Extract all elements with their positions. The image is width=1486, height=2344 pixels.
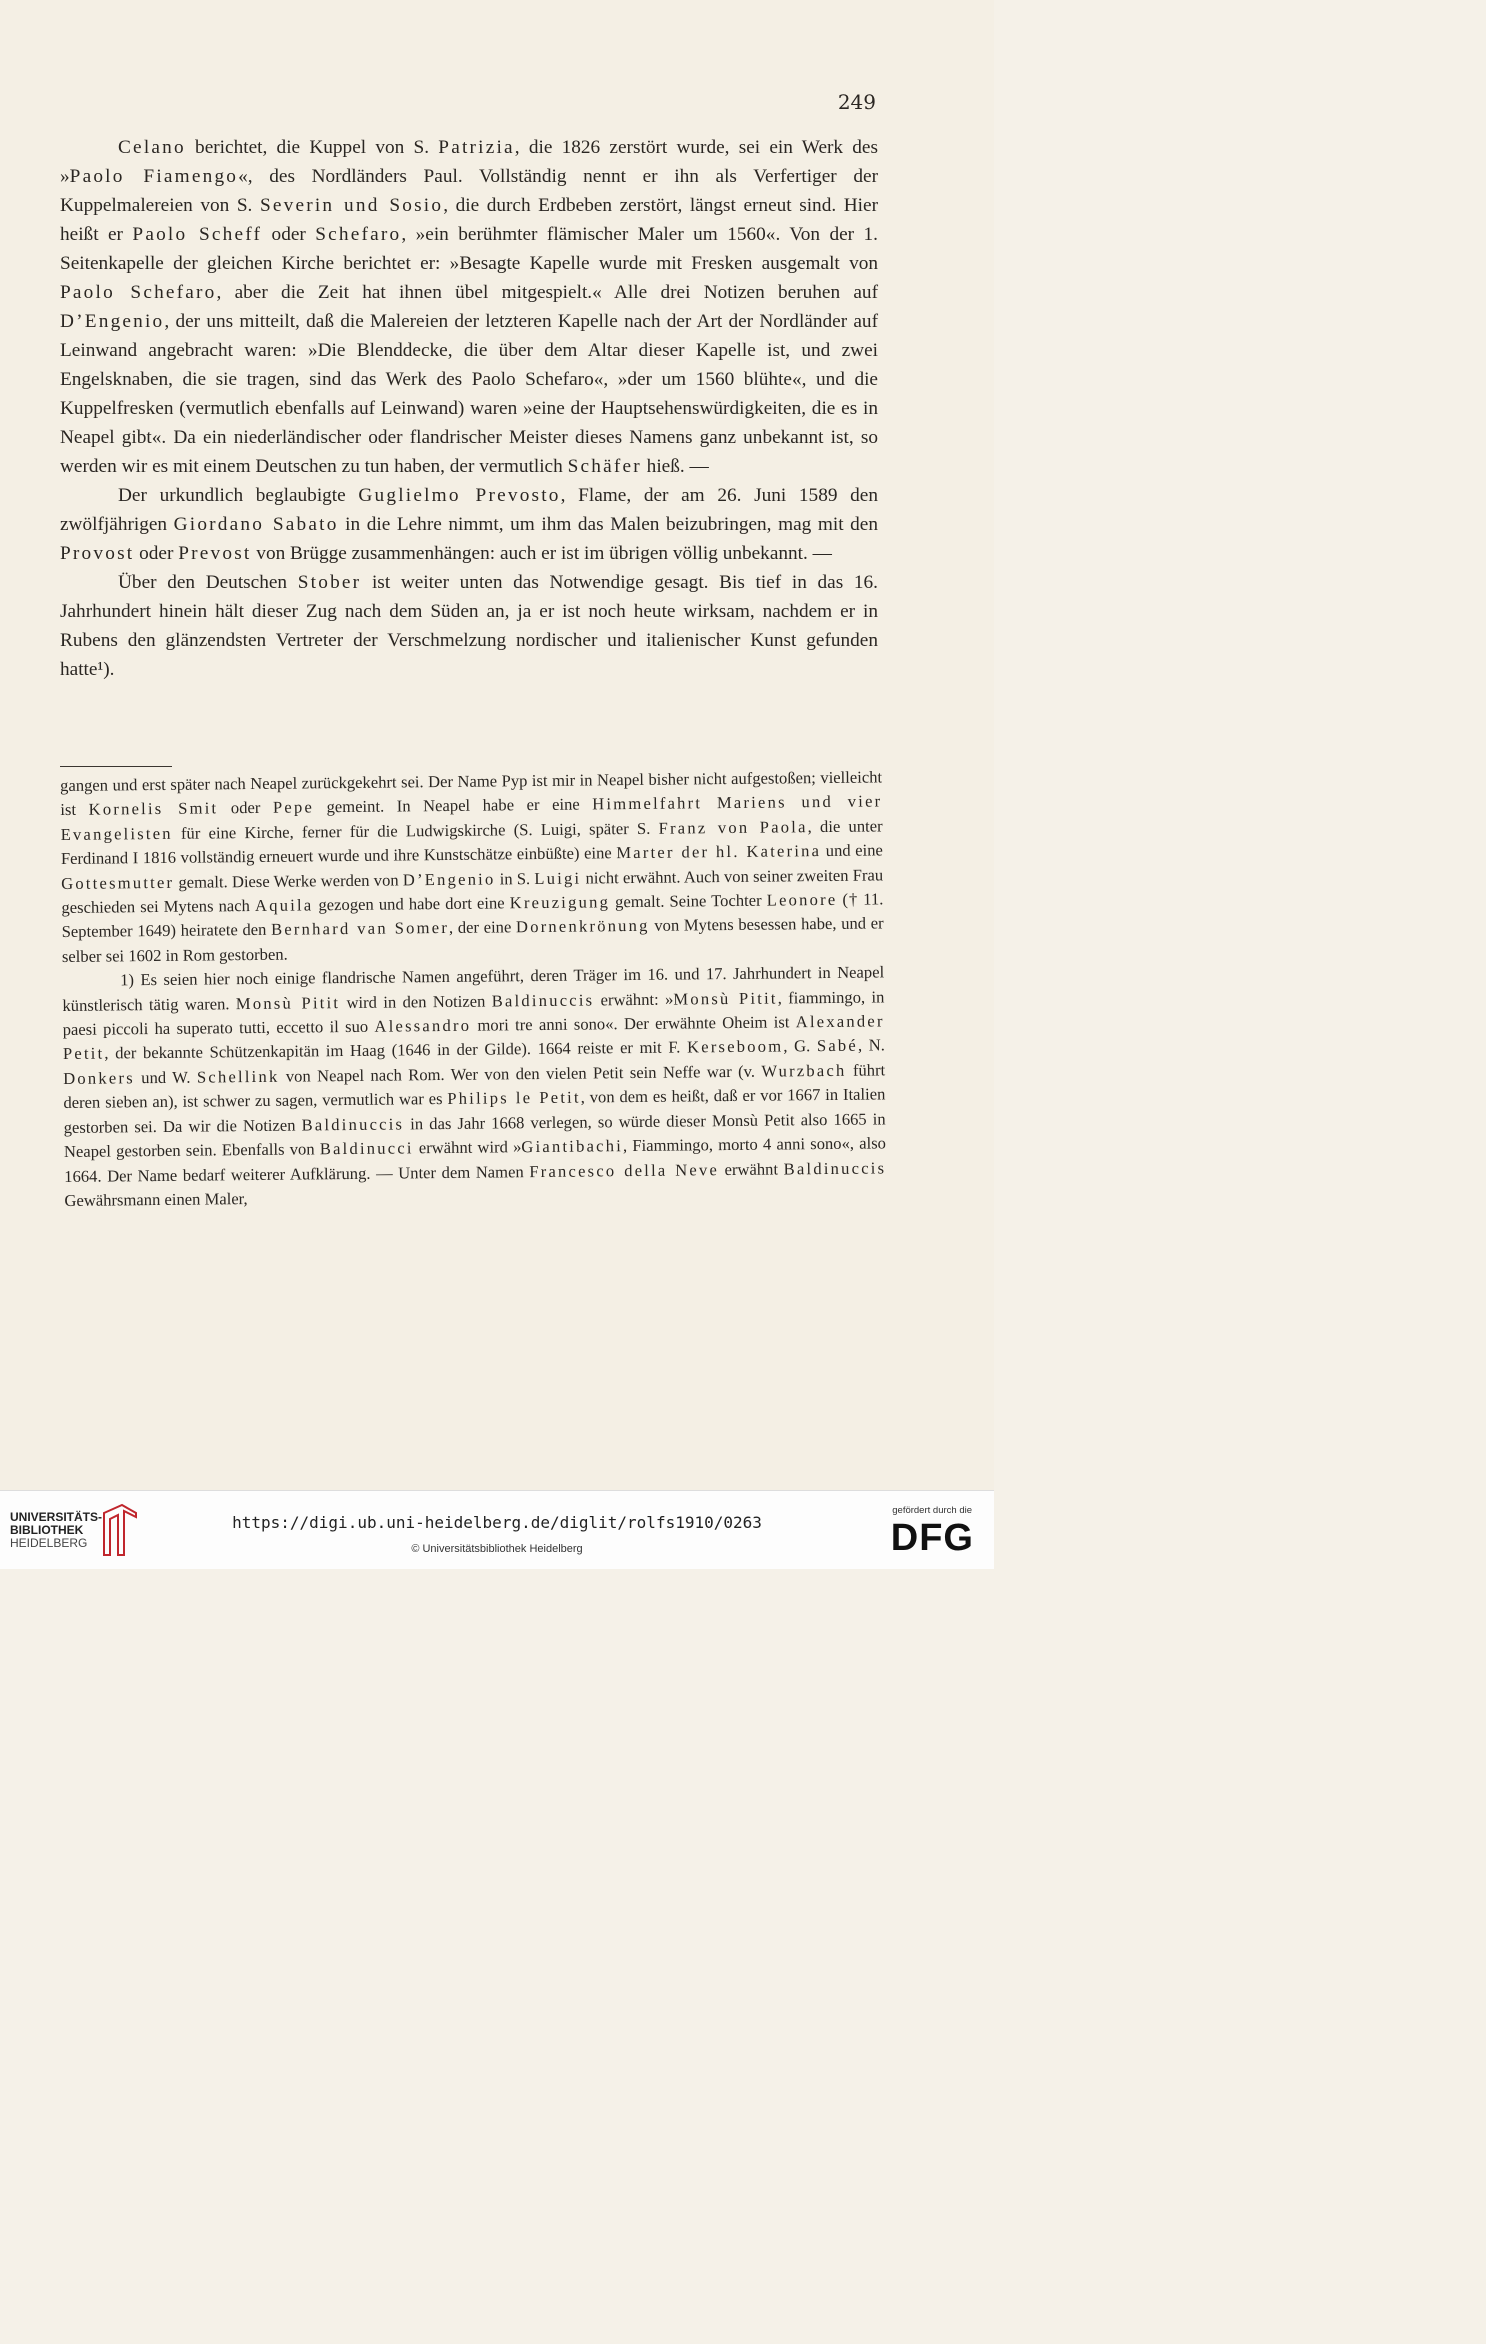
footnote-divider <box>60 766 172 767</box>
paragraph <box>60 568 878 684</box>
text-run: 1) Es seien hier noch einige flandrische Namen angeführt, deren Träger im 16. und 17. Jahrhundert in Neapel künstlerisch tätig waren. <box>62 962 885 1015</box>
page-number: 249 <box>837 90 876 114</box>
text-run: , die durch Erdbeben zerstört, längst erneut sind. Hier heißt er <box>60 195 878 245</box>
spaced-name: Celano <box>118 137 186 158</box>
spaced-name: Kornelis Smit <box>88 798 219 820</box>
text-run: in S. <box>495 868 535 889</box>
text-run: ist weiter unten das Notwendige gesagt. Bis tief in das 16. Jahrhundert hinein hält dieser Zug nach dem Süden an, ja er ist noch heute wirksam, nachdem er in Rubens den glänzendsten Vertreter der Verschmelzung nordischer und italienischer Kunst gefunden hatte¹). <box>60 572 878 680</box>
scanned-page <box>0 0 994 1490</box>
spaced-name: Marter der hl. Katerina <box>616 841 822 863</box>
text-run: hieß. — <box>641 456 709 477</box>
paragraph <box>60 481 878 568</box>
spaced-name: D’Engenio <box>60 311 165 332</box>
spaced-name: Gottesmutter <box>61 872 175 893</box>
text-run: in die Lehre nimmt, um ihm das Malen beizubringen, mag mit den <box>338 514 878 535</box>
text-run: erwähnt <box>718 1158 784 1179</box>
text-run: , der uns mitteilt, daß die Malereien der letzteren Kapelle nach der Art der Nordländer auf Leinwand angebracht waren: »Die Blenddecke, die über dem Altar dieser Kapelle ist, und zwei Engelsknaben, die sie tragen, sind das Werk des Paolo Schefaro«, »der um 1560 blühte«, und die Kuppelfresken (vermutlich ebenfalls auf Leinwand) waren »eine der Hauptsehenswürdigkeiten, die es in Neapel gibt«. Da ein niederländischer oder flandrischer Meister dieses Namens ganz unbekannt ist, so werden wir es mit einem Deutschen zu tun haben, der vermutlich <box>60 311 878 477</box>
spaced-name: Leonore <box>766 889 838 910</box>
spaced-name: Giordano Sabato <box>173 514 339 535</box>
text-run: Gewährsmann einen Maler, <box>64 1188 248 1210</box>
spaced-name: Monsù Pitit <box>673 988 778 1009</box>
spaced-name: Kreuzigung <box>509 892 611 913</box>
footnote-continued <box>60 765 884 969</box>
text-run: mori tre anni sono«. Der erwähnte Oheim ist <box>471 1012 796 1035</box>
text-run: oder <box>262 224 316 245</box>
spaced-name: Provost <box>60 543 135 564</box>
spaced-name: Wurzbach <box>761 1060 847 1081</box>
spaced-name: Francesco della Neve <box>529 1159 720 1181</box>
spaced-name: Franz von Paola <box>658 816 808 838</box>
text-run: († 11. September 1649) heiratete den <box>61 889 884 942</box>
spaced-name: Donkers <box>63 1068 135 1088</box>
text-run: , G. <box>783 1036 817 1056</box>
text-run: erwähnt: » <box>594 989 674 1010</box>
footnotes <box>60 765 887 1213</box>
text-run: , »ein berühmter flämischer Maler um 1560«. Von der 1. Seitenkapelle der gleichen Kirche berichtet er: »Besagte Kapelle wurde mit Fresken ausgemalt von <box>60 224 878 274</box>
spaced-name: Schäfer <box>567 456 642 477</box>
spaced-name: Prevost <box>178 543 252 564</box>
text-run: erwähnt wird » <box>413 1137 522 1158</box>
spaced-name: Monsù Pitit <box>235 992 341 1013</box>
text-run: , die unter Ferdinand I 1816 vollständig erneuert wurde und ihre Kunstschätze einbüßte) eine <box>60 816 883 869</box>
spaced-name: Himmelfahrt Mariens und vier Evangelisten <box>60 791 883 844</box>
spaced-name: Patrizia <box>438 137 515 158</box>
text-run: , N. <box>857 1035 885 1056</box>
text-run: gemalt. Diese Werke werden von <box>174 870 403 892</box>
text-run: , von dem es heißt, daß er vor 1667 in Italien gestorben sei. Da wir die Notizen <box>63 1084 886 1137</box>
spaced-name: Luigi <box>534 868 582 888</box>
spaced-name: Schellink <box>196 1066 280 1087</box>
text-run: Der urkundlich beglaubigte <box>118 485 359 506</box>
text-run: «, des Nordländers Paul. Vollständig nennt er ihn als Verfertiger der Kuppelmalereien von S. <box>60 166 879 216</box>
spaced-name: Sabé <box>816 1036 859 1056</box>
text-run: , Fiammingo, morto 4 anni sono«, also 1664. Der Name bedarf weiterer Aufklärung. — Unter dem Namen <box>64 1133 887 1186</box>
spaced-name: Baldinuccis <box>783 1157 887 1178</box>
spaced-name: Paolo Fiamengo <box>69 166 239 187</box>
main-text <box>60 133 878 684</box>
paragraph <box>60 133 878 481</box>
footnote-1 <box>62 961 887 1214</box>
text-run: gangen und erst später nach Neapel zurückgekehrt sei. Der Name Pyp ist mir in Neapel bisher nicht aufgestoßen; vielleicht ist <box>60 767 883 820</box>
spaced-name: Kerseboom <box>686 1036 784 1057</box>
spaced-name: Alexander Petit <box>62 1011 885 1064</box>
spaced-name: Paolo Scheff <box>132 224 263 245</box>
spaced-name: Dornenkrönung <box>515 916 650 937</box>
spaced-name: Pepe <box>272 797 315 818</box>
text-run: gemalt. Seine Tochter <box>609 890 767 912</box>
spaced-name: Aquila <box>254 895 314 915</box>
library-logo-text[interactable]: UNIVERSITÄTS- BIBLIOTHEK HEIDELBERG <box>10 1510 103 1550</box>
spaced-name: Baldinuccis <box>491 990 595 1011</box>
text-run: von Neapel nach Rom. Wer von den vielen Petit sein Neffe war (v. <box>279 1061 762 1086</box>
text-run: führt deren sieben an), ist schwer zu sagen, vermutlich war es <box>63 1060 886 1113</box>
spaced-name: Baldinucci <box>319 1138 414 1159</box>
text-run: oder <box>134 543 179 564</box>
spaced-name: Paolo Schefaro <box>60 282 217 303</box>
text-run: , aber die Zeit hat ihnen übel mitgespielt.« Alle drei Notizen beruhen auf <box>216 282 878 303</box>
copyright-notice: © Universitätsbibliothek Heidelberg <box>411 1543 583 1555</box>
text-run: , die 1826 zerstört wurde, sei ein Werk des » <box>60 137 878 187</box>
spaced-name: Guglielmo Prevosto <box>358 485 561 506</box>
spaced-name: D’Engenio <box>402 869 496 890</box>
text-run: von Mytens besessen habe, und er selber sei 1602 in Rom gestorben. <box>61 913 884 966</box>
spaced-name: Stober <box>297 572 362 593</box>
spaced-name: Alessandro <box>374 1015 472 1036</box>
spaced-name: Bernhard van Somer <box>270 918 450 940</box>
text-run: gemeint. In Neapel habe er eine <box>313 794 593 817</box>
viewer-footer <box>0 1490 994 1569</box>
text-run: , der eine <box>448 917 517 938</box>
text-run: Über den Deutschen <box>118 572 298 593</box>
text-run: wird in den Notizen <box>340 991 492 1012</box>
text-run: berichtet, die Kuppel von S. <box>185 137 439 158</box>
spaced-name: Philips le Petit <box>447 1087 581 1109</box>
dfg-logo[interactable]: DFG <box>890 1517 974 1559</box>
funder-label: gefördert durch die <box>892 1505 972 1516</box>
text-run: in das Jahr 1668 verlegen, so würde dieser Monsù Petit also 1665 in Neapel gestorben sein. Ebenfalls von <box>63 1109 886 1162</box>
text-run: , der bekannte Schützenkapitän im Haag (1646 in der Gilde). 1664 reiste er mit F. <box>104 1037 688 1064</box>
spaced-name: Baldinuccis <box>301 1114 405 1135</box>
text-run: , fiammingo, in paesi piccoli ha superato tutti, eccetto il suo <box>62 987 885 1040</box>
text-run: und eine <box>821 840 883 861</box>
spaced-name: Schefaro <box>315 224 402 245</box>
text-run: gezogen und habe dort eine <box>313 893 510 915</box>
text-run: von Brügge zusammenhängen: auch er ist im übrigen völlig unbekannt. — <box>251 543 832 564</box>
text-run: , Flame, der am 26. Juni 1589 den zwölfjährigen <box>60 485 878 535</box>
permalink[interactable]: https://digi.ub.uni-heidelberg.de/diglit/rolfs1910/0263 <box>232 1513 762 1532</box>
spaced-name: Severin und Sosio <box>259 195 444 216</box>
spaced-name: Giantibachi <box>521 1136 624 1157</box>
text-run: für eine Kirche, ferner für die Ludwigskirche (S. Luigi, später S. <box>172 818 659 843</box>
text-run: nicht erwähnt. Auch von seiner zweiten Frau geschieden sei Mytens nach <box>61 865 884 918</box>
text-run: und W. <box>134 1067 198 1088</box>
text-run: oder <box>218 798 274 818</box>
